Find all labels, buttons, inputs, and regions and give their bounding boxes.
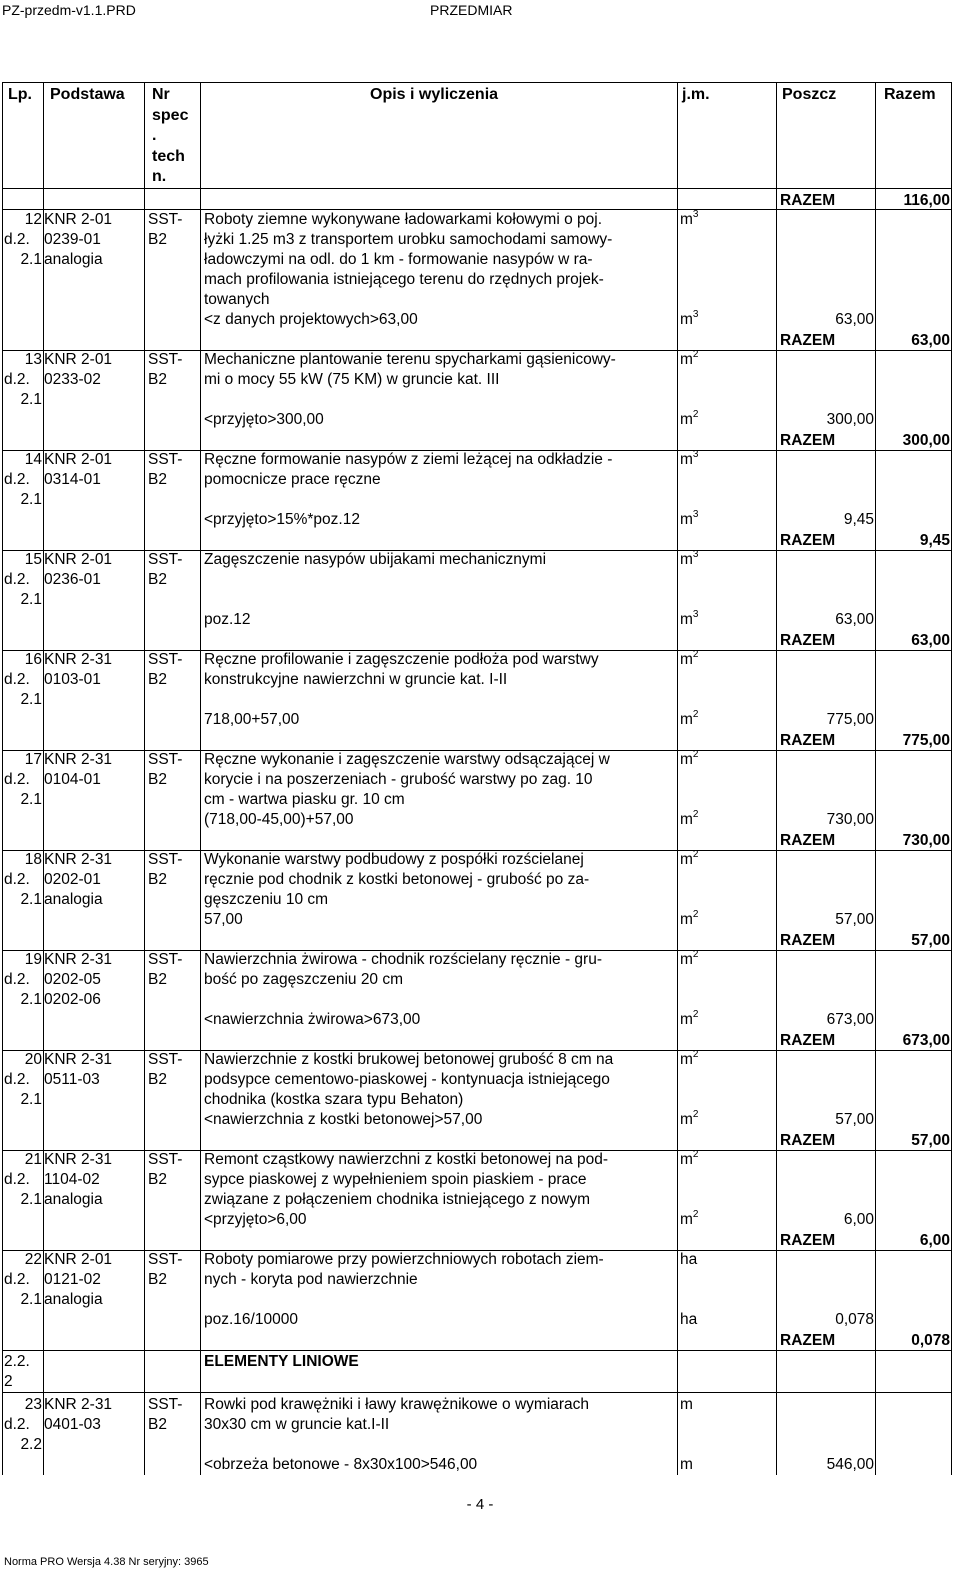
row-calculation: <nawierzchnia z kostki betonowej>57,00 bbox=[204, 1111, 483, 1128]
row-podstawa: KNR 2-31 1104-02 analogia bbox=[44, 1151, 113, 1208]
row-lp: 22 d.2. 2.1 bbox=[4, 1251, 42, 1308]
row-separator bbox=[2, 1350, 952, 1351]
row-description: Ręczne wykonanie i zagęszczenie warstwy odsączającej w korycie i na poszerzeniach - grubość warstwy po zag. 10 cm - wartwa piasku gr. 10 cm bbox=[204, 751, 610, 808]
header-bottom-border bbox=[2, 188, 952, 189]
row-calculation: <z danych projektowych>63,00 bbox=[204, 311, 418, 328]
row-calc-unit: $m^2$ bbox=[680, 1009, 699, 1028]
row-calc-unit: m bbox=[680, 1456, 693, 1473]
row-calc-unit: $m^2$ bbox=[680, 1209, 699, 1228]
row-podstawa: KNR 2-31 0202-05 0202-06 bbox=[44, 951, 113, 1008]
row-lp: 15 d.2. 2.1 bbox=[4, 551, 42, 608]
row-unit: $m^2$ bbox=[680, 649, 699, 668]
row-razem-label: RAZEM bbox=[780, 732, 836, 749]
row-razem-label: RAZEM bbox=[780, 432, 836, 449]
grid-line bbox=[951, 82, 952, 1475]
row-calc-unit: ha bbox=[680, 1311, 698, 1328]
row-calc-unit: $m^3$ bbox=[680, 509, 699, 528]
row-calculation: 57,00 bbox=[204, 911, 243, 928]
row-razem-label: RAZEM bbox=[780, 332, 836, 349]
software-footer: Norma PRO Wersja 4.38 Nr seryjny: 3965 bbox=[4, 1556, 209, 1568]
row-razem-label: RAZEM bbox=[780, 1132, 836, 1149]
row-calculation: <przyjęto>6,00 bbox=[204, 1211, 307, 1228]
row-lp: 19 d.2. 2.1 bbox=[4, 951, 42, 1008]
row-poszcz-value: 57,00 bbox=[835, 911, 874, 928]
row-razem-label: RAZEM bbox=[780, 532, 836, 549]
row-poszcz-value: 63,00 bbox=[835, 311, 874, 328]
row-unit: $m^3$ bbox=[680, 209, 699, 228]
row-unit: m bbox=[680, 1396, 693, 1413]
row-podstawa: KNR 2-31 0401-03 bbox=[44, 1396, 113, 1433]
row-calculation: poz.16/10000 bbox=[204, 1311, 298, 1328]
col-header-nr-spec: Nr spec . tech n. bbox=[152, 86, 189, 185]
grid-line bbox=[200, 82, 201, 1475]
row-calculation: poz.12 bbox=[204, 611, 251, 628]
row-podstawa: KNR 2-01 0236-01 bbox=[44, 551, 113, 588]
col-header-opis: Opis i wyliczenia bbox=[370, 86, 499, 103]
row-description: Zagęszczenie nasypów ubijakami mechanicznymi bbox=[204, 551, 547, 568]
row-unit: ha bbox=[680, 1251, 698, 1268]
row-poszcz-value: 775,00 bbox=[826, 711, 874, 728]
row-spec: SST- B2 bbox=[148, 551, 183, 588]
row-spec: SST- B2 bbox=[148, 1151, 183, 1188]
row-podstawa: KNR 2-01 0314-01 bbox=[44, 451, 113, 488]
row-razem-value: 9,45 bbox=[919, 532, 950, 549]
row-spec: SST- B2 bbox=[148, 1251, 183, 1288]
col-header-podstawa: Podstawa bbox=[50, 86, 125, 103]
row-description: Roboty pomiarowe przy powierzchniowych robotach ziem- nych - koryta pod nawierzchnie bbox=[204, 1251, 604, 1288]
carried-razem-value: 116,00 bbox=[903, 192, 950, 209]
row-spec: SST- B2 bbox=[148, 751, 183, 788]
row-razem-value: 0,078 bbox=[911, 1332, 950, 1349]
row-razem-value: 63,00 bbox=[911, 632, 950, 649]
col-header-jm: j.m. bbox=[682, 86, 710, 103]
row-calculation: <obrzeża betonowe - 8x30x100>546,00 bbox=[204, 1456, 478, 1473]
row-poszcz-value: 57,00 bbox=[835, 1111, 874, 1128]
row-lp: 16 d.2. 2.1 bbox=[4, 651, 42, 708]
row-description: Wykonanie warstwy podbudowy z pospółki rozścielanej ręcznie pod chodnik z kostki betonowej - grubość po za- gęszczeniu 10 cm bbox=[204, 851, 590, 908]
row-podstawa: KNR 2-31 0103-01 bbox=[44, 651, 113, 688]
row-calculation: 718,00+57,00 bbox=[204, 711, 300, 728]
col-header-poszcz: Poszcz bbox=[782, 86, 837, 103]
row-spec: SST- B2 bbox=[148, 651, 183, 688]
row-razem-label: RAZEM bbox=[780, 1332, 836, 1349]
row-podstawa: KNR 2-01 0233-02 bbox=[44, 351, 113, 388]
row-unit: $m^2$ bbox=[680, 749, 699, 768]
row-unit: $m^2$ bbox=[680, 1049, 699, 1068]
row-lp: 18 d.2. 2.1 bbox=[4, 851, 42, 908]
grid-line bbox=[2, 82, 3, 1475]
row-unit: $m^3$ bbox=[680, 549, 699, 568]
row-lp: 17 d.2. 2.1 bbox=[4, 751, 42, 808]
row-lp: 23 d.2. 2.2 bbox=[4, 1396, 42, 1453]
row-description: Rowki pod krawężniki i ławy krawężnikowe o wymiarach 30x30 cm w gruncie kat.I-II bbox=[204, 1396, 590, 1433]
file-name: PZ-przedm-v1.1.PRD bbox=[2, 2, 136, 18]
row-poszcz-value: 9,45 bbox=[843, 511, 874, 528]
row-description: Ręczne formowanie nasypów z ziemi leżącej na odkładzie - pomocnicze prace ręczne bbox=[204, 451, 613, 488]
grid-line bbox=[875, 82, 876, 1475]
row-spec: SST- B2 bbox=[148, 451, 183, 488]
row-poszcz-value: 300,00 bbox=[826, 411, 874, 428]
row-podstawa: KNR 2-31 0104-01 bbox=[44, 751, 113, 788]
row-podstawa: KNR 2-01 0239-01 analogia bbox=[44, 211, 113, 268]
row-razem-value: 57,00 bbox=[911, 932, 950, 949]
row-lp: 12 d.2. 2.1 bbox=[4, 211, 42, 268]
row-razem-value: 775,00 bbox=[902, 732, 950, 749]
row-lp: 20 d.2. 2.1 bbox=[4, 1051, 42, 1108]
row-unit: $m^3$ bbox=[680, 449, 699, 468]
row-podstawa: KNR 2-01 0121-02 analogia bbox=[44, 1251, 113, 1308]
row-razem-value: 730,00 bbox=[902, 832, 950, 849]
row-calc-unit: $m^2$ bbox=[680, 709, 699, 728]
row-razem-value: 300,00 bbox=[902, 432, 950, 449]
document-header-bar bbox=[0, 0, 960, 20]
row-razem-label: RAZEM bbox=[780, 1232, 836, 1249]
row-spec: SST- B2 bbox=[148, 1396, 183, 1433]
row-poszcz-value: 63,00 bbox=[835, 611, 874, 628]
row-calc-unit: $m^3$ bbox=[680, 609, 699, 628]
row-poszcz-value: 546,00 bbox=[826, 1456, 874, 1473]
row-poszcz-value: 673,00 bbox=[826, 1011, 874, 1028]
row-razem-label: RAZEM bbox=[780, 932, 836, 949]
row-spec: SST- B2 bbox=[148, 211, 183, 248]
row-razem-label: RAZEM bbox=[780, 632, 836, 649]
carried-razem-label: RAZEM bbox=[780, 192, 836, 209]
row-spec: SST- B2 bbox=[148, 1051, 183, 1088]
row-description: Mechaniczne plantowanie terenu spycharkami gąsienicowy- mi o mocy 55 kW (75 KM) w gruncie kat. III bbox=[204, 351, 616, 388]
table-top-border bbox=[2, 82, 952, 83]
row-calculation: (718,00-45,00)+57,00 bbox=[204, 811, 354, 828]
row-poszcz-value: 0,078 bbox=[835, 1311, 874, 1328]
row-calc-unit: $m^2$ bbox=[680, 909, 699, 928]
row-unit: $m^2$ bbox=[680, 849, 699, 868]
row-calc-unit: $m^3$ bbox=[680, 309, 699, 328]
row-separator bbox=[2, 1392, 952, 1393]
row-lp: 13 d.2. 2.1 bbox=[4, 351, 42, 408]
row-unit: $m^2$ bbox=[680, 1149, 699, 1168]
grid-line bbox=[776, 82, 777, 1475]
row-calculation: <przyjęto>300,00 bbox=[204, 411, 324, 428]
section-title: ELEMENTY LINIOWE bbox=[204, 1353, 359, 1370]
row-spec: SST- B2 bbox=[148, 951, 183, 988]
row-calc-unit: $m^2$ bbox=[680, 1109, 699, 1128]
row-spec: SST- B2 bbox=[148, 851, 183, 888]
row-calc-unit: $m^2$ bbox=[680, 809, 699, 828]
row-razem-label: RAZEM bbox=[780, 832, 836, 849]
row-podstawa: KNR 2-31 0202-01 analogia bbox=[44, 851, 113, 908]
row-lp: 14 d.2. 2.1 bbox=[4, 451, 42, 508]
row-calculation: <nawierzchnia żwirowa>673,00 bbox=[204, 1011, 421, 1028]
row-description: Nawierzchnia żwirowa - chodnik rozścielany ręcznie - gru- bość po zagęszczeniu 20 cm bbox=[204, 951, 602, 988]
row-description: Nawierzchnie z kostki brukowej betonowej grubość 8 cm na podsypce cementowo-piaskowej - kontynuacja istniejącego chodnika (kostka szara typu Behaton) bbox=[204, 1051, 614, 1108]
row-description: Ręczne profilowanie i zagęszczenie podłoża pod warstwy konstrukcyjne nawierzchni w gruncie kat. I-II bbox=[204, 651, 599, 688]
row-podstawa: KNR 2-31 0511-03 bbox=[44, 1051, 113, 1088]
grid-line bbox=[677, 82, 678, 1475]
row-razem-value: 673,00 bbox=[902, 1032, 950, 1049]
col-header-lp: Lp. bbox=[8, 86, 32, 103]
row-razem-value: 63,00 bbox=[911, 332, 950, 349]
page-number: - 4 - bbox=[466, 1496, 494, 1513]
row-lp: 21 d.2. 2.1 bbox=[4, 1151, 42, 1208]
row-description: Roboty ziemne wykonywane ładowarkami kołowymi o poj. łyżki 1.25 m3 z transportem urobku samochodami samowy- ładowczymi na odl. do 1 km - formowanie nasypów w ra- mach profilowania istniejącego terenu do rzędnych projek- towanych bbox=[204, 211, 613, 308]
estimate-table bbox=[2, 82, 952, 1475]
col-header-razem: Razem bbox=[884, 86, 936, 103]
row-description: Remont cząstkowy nawierzchni z kostki betonowej na pod- sypce piaskowej z wypełnieniem spoin piaskiem - prace związane z połączeniem chodnika istniejącego z nowym bbox=[204, 1151, 609, 1208]
section-lp: 2.2. 2 bbox=[4, 1353, 30, 1390]
grid-line bbox=[144, 82, 145, 1475]
row-unit: $m^2$ bbox=[680, 949, 699, 968]
row-razem-label: RAZEM bbox=[780, 1032, 836, 1049]
row-spec: SST- B2 bbox=[148, 351, 183, 388]
row-unit: $m^2$ bbox=[680, 349, 699, 368]
row-poszcz-value: 6,00 bbox=[843, 1211, 874, 1228]
document-title: PRZEDMIAR bbox=[430, 2, 513, 18]
row-razem-value: 57,00 bbox=[911, 1132, 950, 1149]
row-calc-unit: $m^2$ bbox=[680, 409, 699, 428]
row-razem-value: 6,00 bbox=[919, 1232, 950, 1249]
row-calculation: <przyjęto>15%*poz.12 bbox=[204, 511, 360, 528]
row-poszcz-value: 730,00 bbox=[826, 811, 874, 828]
